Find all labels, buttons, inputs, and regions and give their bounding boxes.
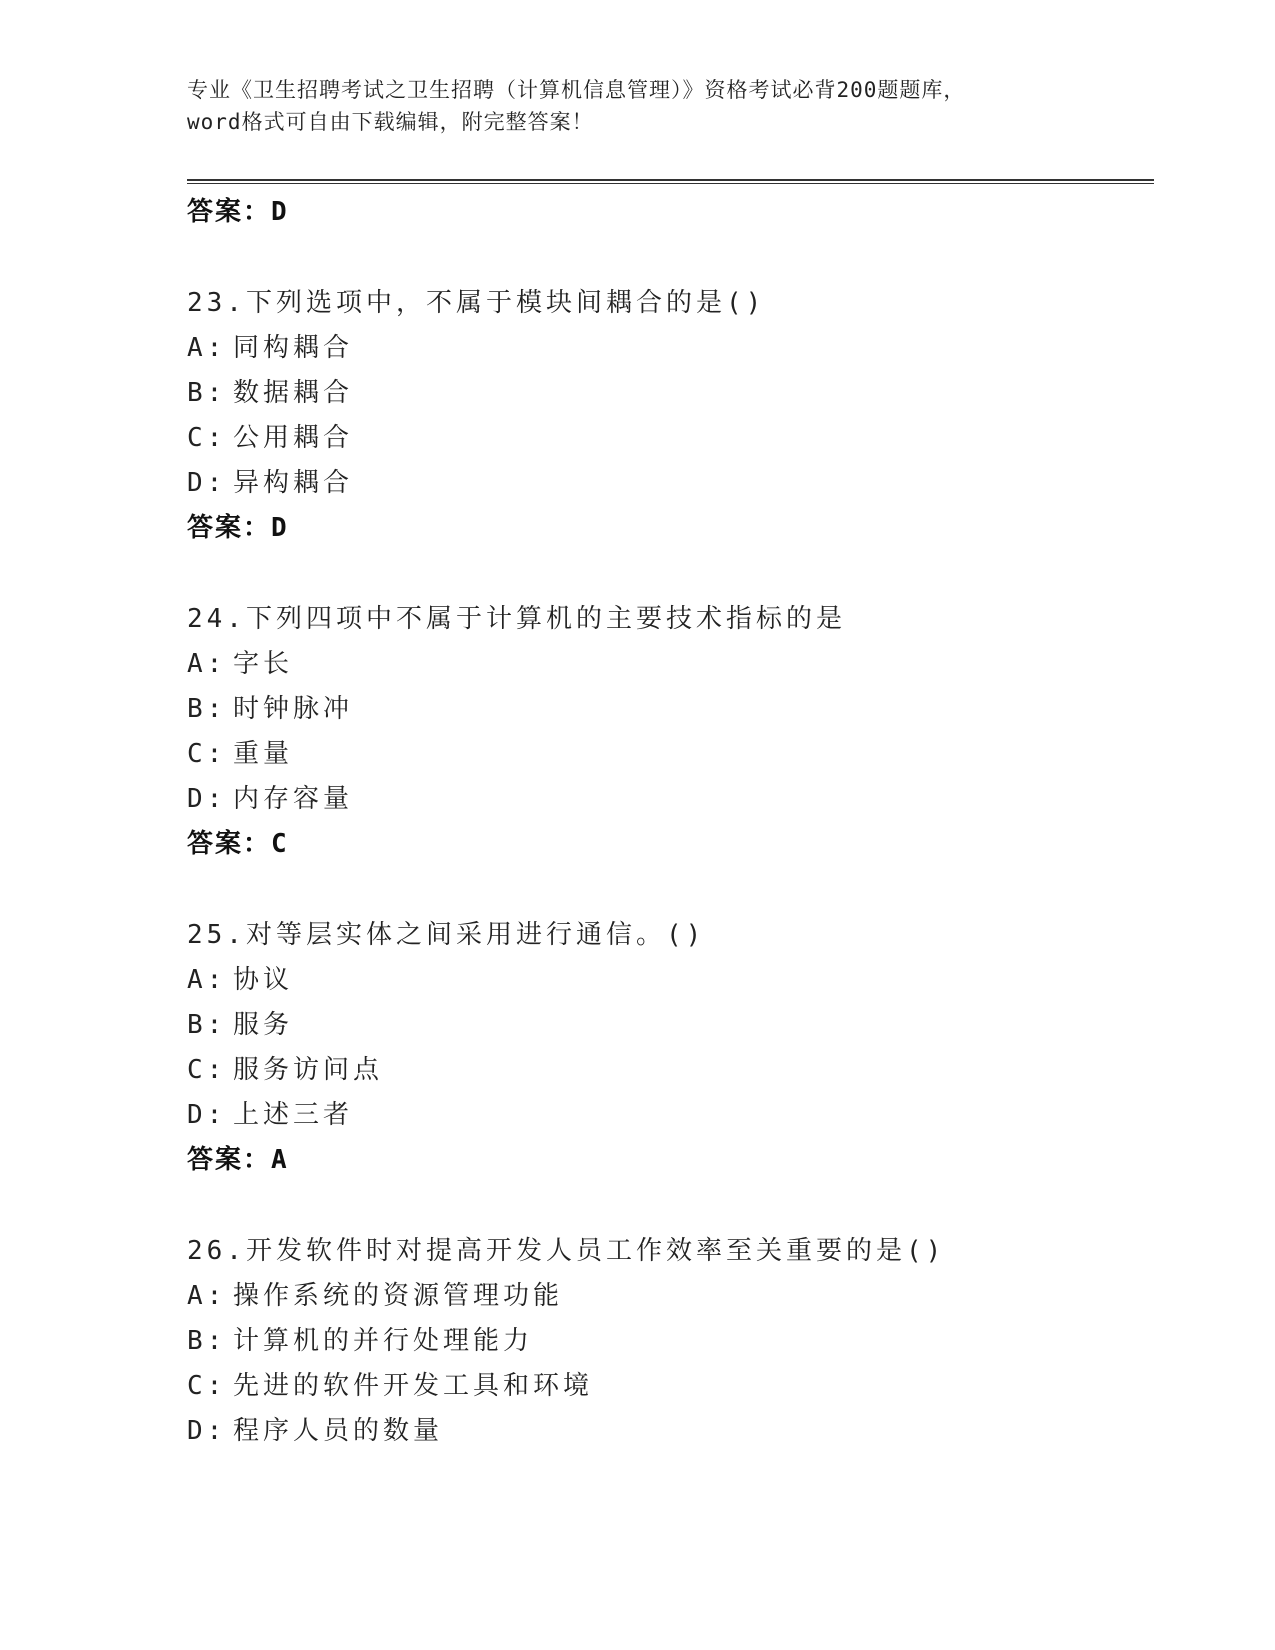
option-letter: D: (187, 1100, 227, 1130)
option-letter: A: (187, 649, 227, 679)
option-letter: B: (187, 694, 227, 724)
option-text: 时钟脉冲 (233, 694, 354, 724)
option-b (187, 1003, 1147, 1048)
option-text: 服务访问点 (233, 1055, 384, 1085)
option-letter: D: (187, 468, 227, 498)
option-letter: C: (187, 739, 227, 769)
option-text: 程序人员的数量 (233, 1416, 444, 1446)
option-text: 重量 (233, 739, 294, 769)
option-c (187, 1364, 1147, 1409)
option-letter: B: (187, 378, 227, 408)
option-text: 同构耦合 (233, 333, 354, 363)
option-text: 协议 (233, 965, 294, 995)
option-letter: A: (187, 333, 227, 363)
option-text: 上述三者 (233, 1100, 354, 1130)
question-text: 26.开发软件时对提高开发人员工作效率至关重要的是() (187, 1236, 946, 1266)
option-text: 计算机的并行处理能力 (233, 1326, 534, 1356)
option-a (187, 326, 1147, 371)
answer-line: 答案：C (187, 829, 289, 859)
option-letter: A: (187, 965, 227, 995)
option-c (187, 732, 1147, 777)
option-b (187, 687, 1147, 732)
question-block (187, 281, 1147, 550)
question-text: 24.下列四项中不属于计算机的主要技术指标的是 (187, 604, 846, 634)
header-divider-top (187, 179, 1154, 181)
option-d (187, 777, 1147, 822)
document-header (187, 74, 1087, 138)
option-text: 数据耦合 (233, 378, 354, 408)
option-letter: A: (187, 1281, 227, 1311)
option-b (187, 1319, 1147, 1364)
option-letter: D: (187, 784, 227, 814)
question-block (187, 1229, 1147, 1454)
option-letter: D: (187, 1416, 227, 1446)
option-text: 先进的软件开发工具和环境 (233, 1371, 594, 1401)
question-block (187, 913, 1147, 1182)
option-a (187, 642, 1147, 687)
option-d (187, 461, 1147, 506)
option-d (187, 1093, 1147, 1138)
option-letter: C: (187, 1055, 227, 1085)
question-list (187, 190, 1147, 1454)
option-text: 公用耦合 (233, 423, 354, 453)
option-text: 操作系统的资源管理功能 (233, 1281, 564, 1311)
question-block (187, 597, 1147, 866)
header-title-line-2: word格式可自由下载编辑，附完整答案！ (187, 110, 594, 134)
question-text: 23.下列选项中，不属于模块间耦合的是() (187, 288, 766, 318)
option-c (187, 416, 1147, 461)
option-text: 内存容量 (233, 784, 354, 814)
option-letter: B: (187, 1010, 227, 1040)
header-divider-bottom (187, 183, 1154, 184)
previous-answer: 答案：D (187, 197, 289, 227)
option-text: 字长 (233, 649, 294, 679)
option-letter: C: (187, 423, 227, 453)
answer-line: 答案：A (187, 1145, 289, 1175)
option-letter: B: (187, 1326, 227, 1356)
option-c (187, 1048, 1147, 1093)
option-a (187, 1274, 1147, 1319)
answer-line: 答案：D (187, 513, 289, 543)
question-text: 25.对等层实体之间采用进行通信。() (187, 920, 706, 950)
option-a (187, 958, 1147, 1003)
option-d (187, 1409, 1147, 1454)
header-title-line-1: 专业《卫生招聘考试之卫生招聘（计算机信息管理）》资格考试必背200题题库， (187, 78, 966, 102)
option-letter: C: (187, 1371, 227, 1401)
option-text: 服务 (233, 1010, 294, 1040)
option-b (187, 371, 1147, 416)
option-text: 异构耦合 (233, 468, 354, 498)
